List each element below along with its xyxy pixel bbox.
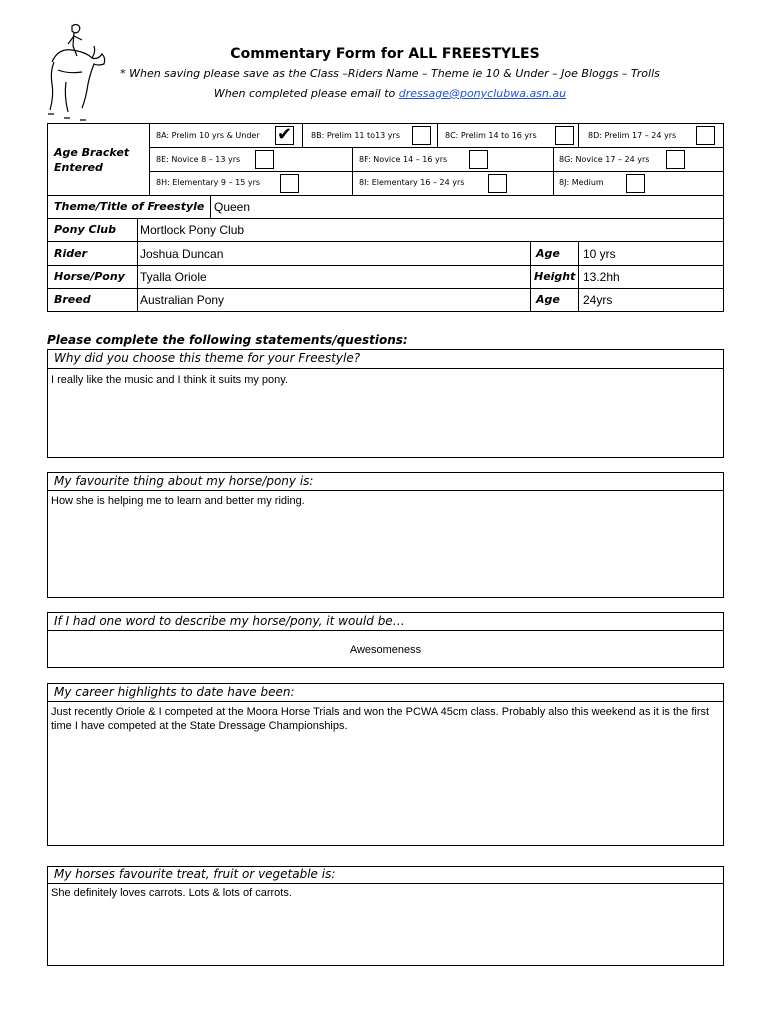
option-8f-checkbox[interactable] xyxy=(469,150,488,169)
form-title: Commentary Form for ALL FREESTYLES xyxy=(230,46,540,62)
instructions-heading: Please complete the following statements/questions: xyxy=(47,333,408,347)
horse-age-label: Age xyxy=(536,293,560,306)
option-8g-checkbox[interactable] xyxy=(666,150,685,169)
email-prefix: When completed please email to xyxy=(213,87,399,100)
option-8h-checkbox[interactable] xyxy=(280,174,299,193)
option-8e-checkbox[interactable] xyxy=(255,150,274,169)
option-8h-label: 8H: Elementary 9 – 15 yrs xyxy=(156,178,261,187)
option-8f-label: 8F: Novice 14 – 16 yrs xyxy=(359,155,448,164)
option-8a-checkbox[interactable] xyxy=(275,126,294,145)
rider-label: Rider xyxy=(54,247,87,260)
rider-value[interactable]: Joshua Duncan xyxy=(140,247,224,261)
pony-club-value[interactable]: Mortlock Pony Club xyxy=(140,223,245,237)
option-8g-label: 8G: Novice 17 – 24 yrs xyxy=(559,155,650,164)
age-bracket-label: Age Bracket Entered xyxy=(54,146,130,174)
option-8b-label: 8B: Prelim 11 to13 yrs xyxy=(311,131,400,140)
option-8j-checkbox[interactable] xyxy=(626,174,645,193)
answer-text[interactable]: Awesomeness xyxy=(349,644,422,656)
question-title: My favourite thing about my horse/pony is: xyxy=(54,474,314,488)
save-instructions: * When saving please save as the Class –Riders Name – Theme ie 10 & Under – Joe Bloggs – Trolls xyxy=(120,67,660,80)
option-8j-label: 8J: Medium xyxy=(559,178,604,187)
option-8d-checkbox[interactable] xyxy=(696,126,715,145)
question-title: If I had one word to describe my horse/pony, it would be… xyxy=(54,614,405,628)
horse-age-value[interactable]: 24yrs xyxy=(583,293,613,307)
breed-label: Breed xyxy=(54,293,91,306)
question-box xyxy=(47,349,724,458)
answer-text[interactable]: I really like the music and I think it suits my pony. xyxy=(51,374,288,386)
question-box xyxy=(47,866,724,966)
option-8i-label: 8I: Elementary 16 – 24 yrs xyxy=(359,178,465,187)
answer-text[interactable]: She definitely loves carrots. Lots & lots of carrots. xyxy=(51,887,292,899)
answer-text[interactable]: How she is helping me to learn and better my riding. xyxy=(51,495,305,507)
breed-value[interactable]: Australian Pony xyxy=(140,293,225,307)
answer-text[interactable]: Just recently Oriole & I competed at the Moora Horse Trials and won the PCWA 45cm class. Probably also this weekend as it is the first time I have competed at the State Dressage Championships. xyxy=(51,706,710,732)
rider-age-value[interactable]: 10 yrs xyxy=(583,247,616,261)
question-title: Why did you choose this theme for your Freestyle? xyxy=(54,351,361,365)
option-8i-checkbox[interactable] xyxy=(488,174,507,193)
option-8d-label: 8D: Prelim 17 – 24 yrs xyxy=(588,131,677,140)
height-label: Height xyxy=(534,270,576,283)
question-title: My career highlights to date have been: xyxy=(54,685,295,699)
option-8c-checkbox[interactable] xyxy=(555,126,574,145)
option-8e-label: 8E: Novice 8 – 13 yrs xyxy=(156,155,241,164)
checkmark-icon: ✔ xyxy=(277,124,293,144)
height-value[interactable]: 13.2hh xyxy=(583,270,620,284)
horse-label: Horse/Pony xyxy=(54,270,125,283)
rider-age-label: Age xyxy=(536,247,560,260)
option-8c-label: 8C: Prelim 14 to 16 yrs xyxy=(445,131,537,140)
theme-label: Theme/Title of Freestyle xyxy=(54,200,205,213)
pony-club-label: Pony Club xyxy=(54,223,116,236)
theme-value[interactable]: Queen xyxy=(214,200,251,214)
option-8b-checkbox[interactable] xyxy=(412,126,431,145)
option-8a-label: 8A: Prelim 10 yrs & Under xyxy=(156,131,260,140)
email-link[interactable]: dressage@ponyclubwa.asn.au xyxy=(398,87,567,100)
horse-value[interactable]: Tyalla Oriole xyxy=(140,270,207,284)
question-title: My horses favourite treat, fruit or vegetable is: xyxy=(54,867,336,881)
email-instructions xyxy=(100,87,680,100)
